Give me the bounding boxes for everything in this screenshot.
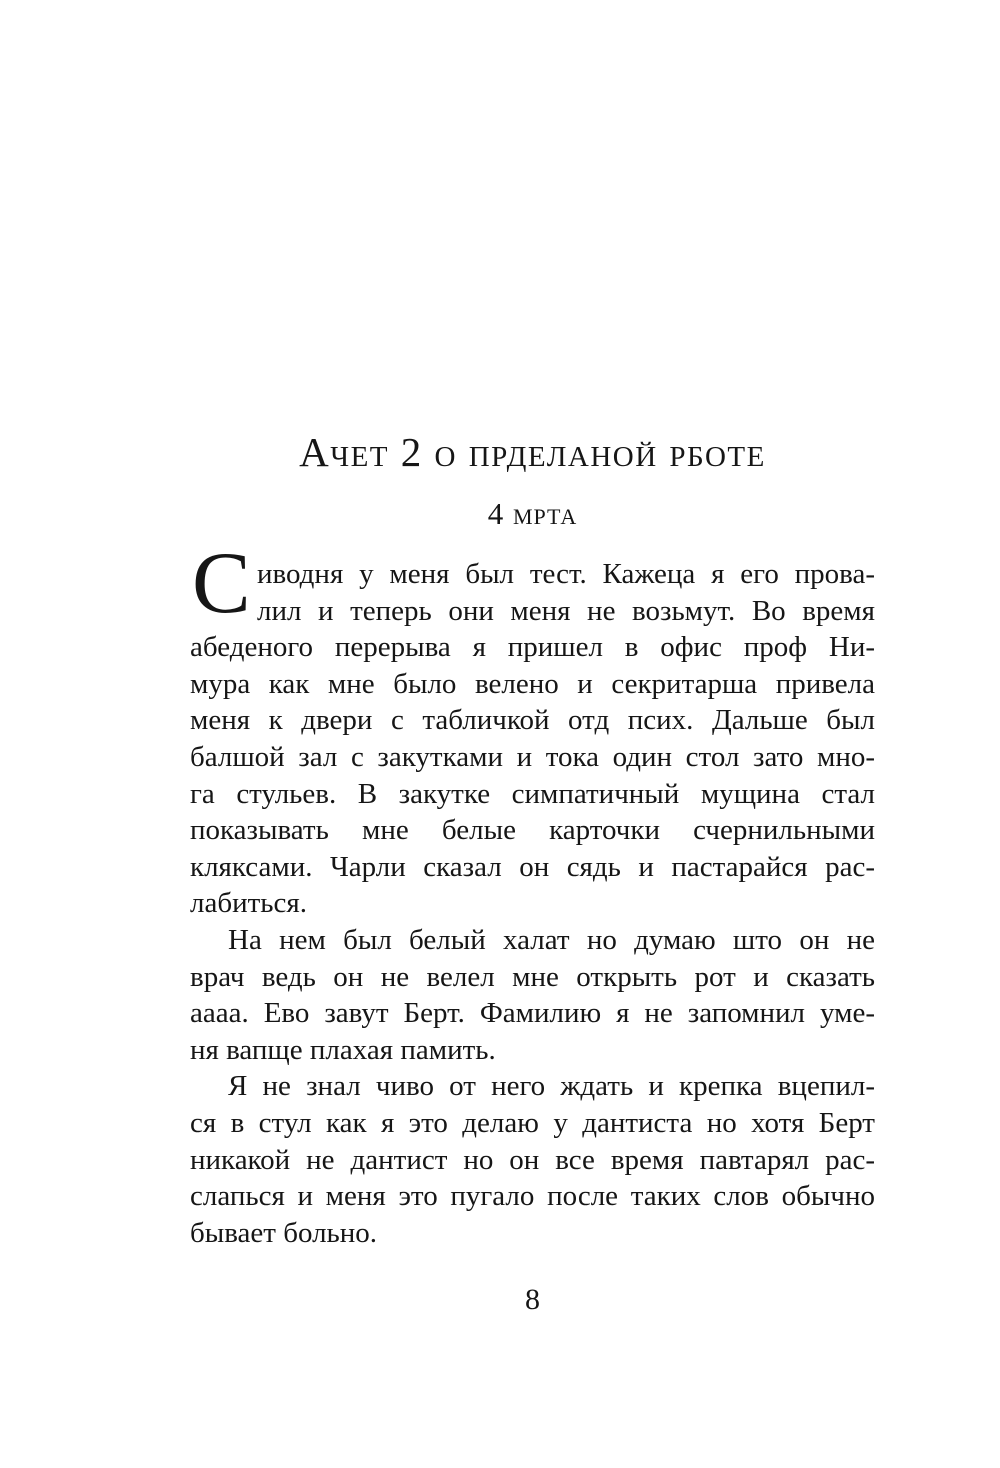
paragraph-2	[190, 922, 875, 1068]
text-line: лил и теперь они меня не возьмут. Во время	[257, 594, 875, 627]
paragraph-1	[190, 556, 875, 922]
paragraph-3	[190, 1068, 875, 1251]
chapter-title: Ачет 2 о прделаной рботе	[299, 429, 766, 475]
text-line: кляксами. Чарли сказал он сядь и пастарайся рас-	[190, 850, 875, 883]
text-line: ся в стул как я это делаю у дантиста но хотя Берт	[190, 1106, 875, 1139]
text-line: лабиться.	[190, 887, 307, 920]
text-line: балшой зал с закутками и тока один стол зато мно-	[190, 740, 875, 773]
text-line: га стульев. В закутке симпатичный мущина стал	[190, 777, 875, 810]
text-line: абеденого перерыва я пришел в офис проф Ни-	[190, 631, 875, 664]
body-text	[190, 556, 875, 1251]
date-heading: 4 мрта	[487, 496, 578, 531]
text-line: аааа. Ево завут Берт. Фамилию я не запомнил уме-	[190, 997, 875, 1030]
text-line: показывать мне белые карточки счернильными	[190, 814, 875, 847]
drop-cap: С	[192, 535, 251, 632]
text-line: никакой не дантист но он все время павтарял рас-	[190, 1143, 875, 1176]
text-line: меня к двери с табличкой отд псих. Дальше был	[190, 704, 875, 737]
text-line: слапься и меня это пугало после таких слов обычно	[190, 1180, 875, 1213]
text-line: бывает больно.	[190, 1216, 378, 1249]
text-line: ня вапще плахая памить.	[190, 1033, 496, 1066]
text-line: иводня у меня был тест. Кажеца я его прова-	[257, 558, 875, 590]
text-line: Я не знал чиво от него ждать и крепка вцепил-	[228, 1070, 875, 1103]
text-line: мура как мне было велено и секритарша привела	[190, 667, 875, 700]
text-line: На нем был белый халат но думаю што он не	[228, 923, 875, 956]
page-number: 8	[525, 1283, 540, 1316]
text-line: врач ведь он не велел мне открыть рот и сказать	[190, 960, 875, 993]
